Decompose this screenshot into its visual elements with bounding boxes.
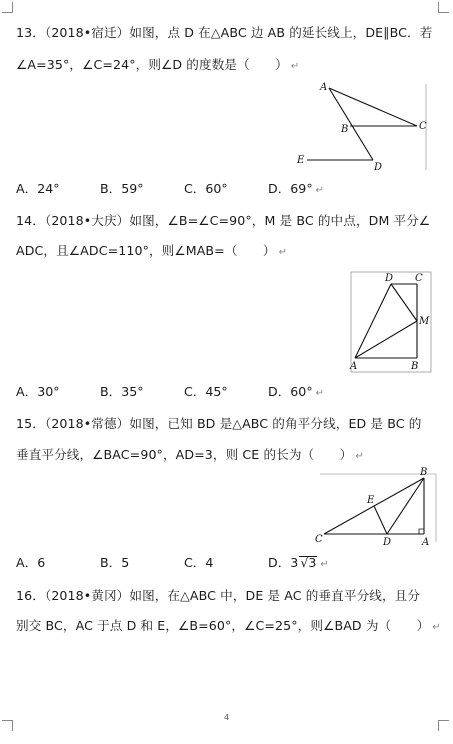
q13-label-b: B <box>341 124 349 135</box>
q15-label-d: D <box>383 537 392 546</box>
q14-text-line-1: 14．（2018•大庆）如图，∠B=∠C=90°，M 是 BC 的中点，DM 平分∠ <box>16 213 431 228</box>
return-mark: ↵ <box>290 61 300 72</box>
return-mark: ↵ <box>315 388 325 399</box>
q13-text-line-1: 13．（2018•宿迁）如图，点 D 在△ABC 边 AB 的延长线上，DE∥BC．若 <box>16 25 433 40</box>
q15-text-line-1: 15．（2018•常德）如图，已知 BD 是△ABC 的角平分线，ED 是 BC 的 <box>16 416 422 431</box>
q13-text-line-2: ∠A=35°，∠C=24°，则∠D 的度数是（ ） ↵ <box>16 57 300 72</box>
q13-label-d: D <box>374 162 383 172</box>
q14-option-a[interactable]: A．30° <box>16 384 60 399</box>
q14-option-b[interactable]: B．35° <box>100 384 144 399</box>
q14-option-d[interactable]: D．60° ↵ <box>268 384 325 399</box>
q14-label-c: C <box>415 273 423 284</box>
q14-text-line-2: ADC，且∠ADC=110°，则∠MAB=（ ） ↵ <box>16 243 288 258</box>
q15-text-line-2: 垂直平分线，∠BAC=90°，AD=3，则 CE 的长为（ ） ↵ <box>16 447 364 462</box>
q16-text-line-1: 16．（2018•黄冈）如图，在△ABC 中，DE 是 AC 的垂直平分线，且分 <box>16 588 421 603</box>
q16-text-line-2: 别交 BC，AC 于点 D 和 E，∠B=60°，∠C=25°，则∠BAD 为（ ） ↵ <box>16 618 441 633</box>
q14-label-m: M <box>419 316 430 327</box>
q13-options <box>16 181 441 197</box>
crop-mark-top-left <box>2 2 13 13</box>
q13-label-e: E <box>297 155 305 166</box>
q15-option-c[interactable]: C．4 <box>184 555 214 570</box>
q15-label-a: A <box>422 537 430 546</box>
q13-option-d[interactable]: D．69° ↵ <box>268 181 325 196</box>
q15-label-c: C <box>315 534 323 545</box>
return-mark: ↵ <box>278 247 288 258</box>
q15-label-b: B <box>420 467 428 478</box>
return-mark: ↵ <box>315 185 325 196</box>
q15-figure <box>312 462 442 546</box>
return-mark: ↵ <box>320 559 329 570</box>
page-number: 4 <box>223 713 230 722</box>
return-mark: ↵ <box>432 622 441 633</box>
q14-label-a: A <box>350 361 358 372</box>
q13-option-b[interactable]: B．59° <box>100 181 144 196</box>
sqrt-radical: √3 <box>300 555 317 570</box>
q15-options <box>16 555 441 571</box>
q13-option-c[interactable]: C．60° <box>184 181 228 196</box>
crop-mark-top-right <box>438 2 449 13</box>
q15-label-e: E <box>367 495 375 506</box>
q13-figure <box>295 80 435 172</box>
q13-label-c: C <box>419 121 427 132</box>
q14-options <box>16 384 441 400</box>
q13-label-a: A <box>320 82 328 93</box>
q14-option-c[interactable]: C．45° <box>184 384 228 399</box>
q15-option-a[interactable]: A．6 <box>16 555 46 570</box>
q14-label-d: D <box>385 273 394 284</box>
q15-option-d[interactable]: D．3 √3 ↵ <box>268 555 329 570</box>
q14-figure <box>345 270 440 375</box>
q15-option-b[interactable]: B．5 <box>100 555 130 570</box>
q13-option-a[interactable]: A．24° <box>16 181 60 196</box>
q14-label-b: B <box>411 361 419 372</box>
return-mark: ↵ <box>355 451 364 462</box>
